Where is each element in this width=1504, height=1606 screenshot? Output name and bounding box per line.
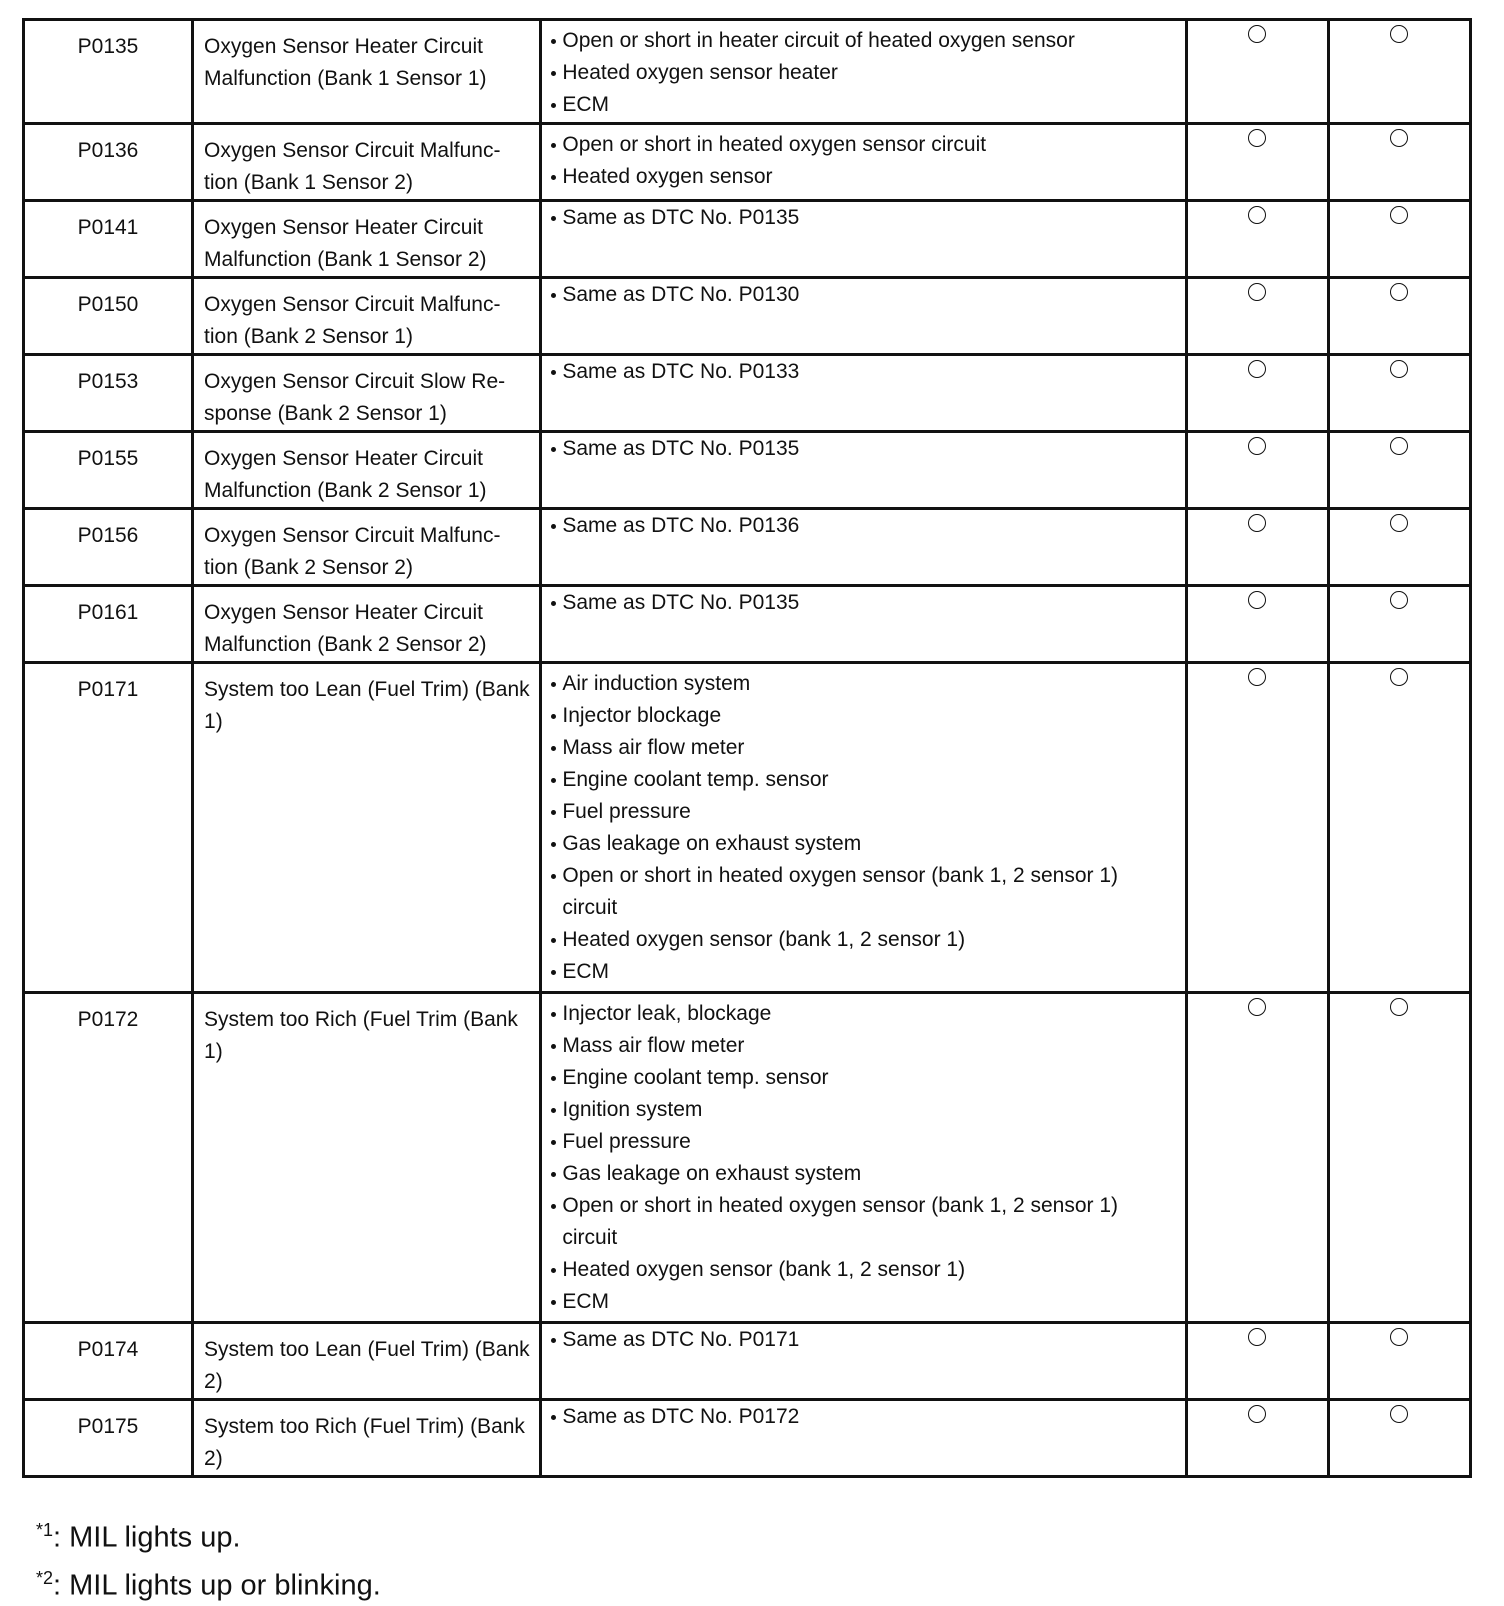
circle-icon xyxy=(1248,998,1266,1016)
list-item: Gas leakage on exhaust system xyxy=(550,1158,1178,1190)
indicator-cell xyxy=(1328,20,1470,124)
trouble-area-cell xyxy=(541,124,1186,201)
indicator-cell xyxy=(1186,20,1328,124)
trouble-area-cell xyxy=(541,663,1186,993)
indicator-cell xyxy=(1186,432,1328,509)
trouble-area-list xyxy=(550,1401,1178,1433)
dtc-table-body xyxy=(24,20,1471,1477)
dtc-table xyxy=(22,18,1472,1478)
circle-icon xyxy=(1248,283,1266,301)
detection-item-cell: System too Lean (Fuel Trim) (Bank 1) xyxy=(193,663,541,993)
detection-item-cell: System too Rich (Fuel Trim) (Bank 2) xyxy=(193,1400,541,1477)
circle-icon xyxy=(1248,360,1266,378)
circle-icon xyxy=(1390,668,1408,686)
table-row xyxy=(24,509,1471,586)
indicator-cell xyxy=(1186,355,1328,432)
trouble-area-cell xyxy=(541,201,1186,278)
indicator-cell xyxy=(1328,1400,1470,1477)
list-item: Heated oxygen sensor xyxy=(550,161,1178,193)
list-item: Same as DTC No. P0136 xyxy=(550,510,1178,542)
detection-item-cell: Oxygen Sensor Heater Circuit Malfunction (Bank 1 Sensor 2) xyxy=(193,201,541,278)
list-item: ECM xyxy=(550,1286,1178,1318)
trouble-area-cell xyxy=(541,1323,1186,1400)
indicator-cell xyxy=(1328,1323,1470,1400)
detection-item-cell: Oxygen Sensor Heater Circuit Malfunction (Bank 2 Sensor 2) xyxy=(193,586,541,663)
list-item: Fuel pressure xyxy=(550,1126,1178,1158)
indicator-cell xyxy=(1186,278,1328,355)
indicator-cell xyxy=(1328,586,1470,663)
indicator-cell xyxy=(1328,278,1470,355)
list-item: Mass air flow meter xyxy=(550,732,1178,764)
detection-item-cell: Oxygen Sensor Heater Circuit Malfunction (Bank 2 Sensor 1) xyxy=(193,432,541,509)
table-row xyxy=(24,432,1471,509)
footnote-mark: *2 xyxy=(36,1567,54,1588)
indicator-cell xyxy=(1328,509,1470,586)
circle-icon xyxy=(1390,998,1408,1016)
list-item: Engine coolant temp. sensor xyxy=(550,1062,1178,1094)
trouble-area-list xyxy=(550,129,1178,193)
dtc-code-cell: P0171 xyxy=(24,663,193,993)
list-item: Open or short in heated oxygen sensor (bank 1, 2 sensor 1) circuit xyxy=(550,1190,1178,1254)
dtc-code-cell: P0135 xyxy=(24,20,193,124)
trouble-area-cell xyxy=(541,509,1186,586)
dtc-code-cell: P0136 xyxy=(24,124,193,201)
trouble-area-list xyxy=(550,25,1178,121)
list-item: Ignition system xyxy=(550,1094,1178,1126)
indicator-cell xyxy=(1328,432,1470,509)
dtc-code-cell: P0174 xyxy=(24,1323,193,1400)
table-row xyxy=(24,278,1471,355)
list-item: Same as DTC No. P0135 xyxy=(550,433,1178,465)
circle-icon xyxy=(1390,591,1408,609)
indicator-cell xyxy=(1328,201,1470,278)
list-item: ECM xyxy=(550,89,1178,121)
circle-icon xyxy=(1390,25,1408,43)
list-item: Same as DTC No. P0172 xyxy=(550,1401,1178,1433)
detection-item-cell: Oxygen Sensor Circuit Malfunc-tion (Bank 1 Sensor 2) xyxy=(193,124,541,201)
circle-icon xyxy=(1248,668,1266,686)
list-item: Same as DTC No. P0135 xyxy=(550,202,1178,234)
list-item: Injector leak, blockage xyxy=(550,998,1178,1030)
detection-item-cell: Oxygen Sensor Circuit Malfunc-tion (Bank 2 Sensor 1) xyxy=(193,278,541,355)
table-row xyxy=(24,1323,1471,1400)
trouble-area-cell xyxy=(541,1400,1186,1477)
dtc-code-cell: P0175 xyxy=(24,1400,193,1477)
circle-icon xyxy=(1390,129,1408,147)
detection-item-cell: Oxygen Sensor Circuit Malfunc-tion (Bank 2 Sensor 2) xyxy=(193,509,541,586)
indicator-cell xyxy=(1328,124,1470,201)
trouble-area-cell xyxy=(541,993,1186,1323)
trouble-area-list xyxy=(550,668,1178,988)
circle-icon xyxy=(1248,25,1266,43)
indicator-cell xyxy=(1186,663,1328,993)
list-item: Open or short in heated oxygen sensor circuit xyxy=(550,129,1178,161)
footnote-text: : MIL lights up. xyxy=(53,1521,241,1554)
list-item: Engine coolant temp. sensor xyxy=(550,764,1178,796)
list-item: Same as DTC No. P0133 xyxy=(550,356,1178,388)
dtc-code-cell: P0141 xyxy=(24,201,193,278)
detection-item-cell: System too Lean (Fuel Trim) (Bank 2) xyxy=(193,1323,541,1400)
list-item: Heated oxygen sensor (bank 1, 2 sensor 1) xyxy=(550,924,1178,956)
trouble-area-list xyxy=(550,433,1178,465)
detection-item-cell: System too Rich (Fuel Trim (Bank 1) xyxy=(193,993,541,1323)
circle-icon xyxy=(1390,514,1408,532)
circle-icon xyxy=(1248,437,1266,455)
circle-icon xyxy=(1248,1328,1266,1346)
detection-item-cell: Oxygen Sensor Circuit Slow Re-sponse (Bank 2 Sensor 1) xyxy=(193,355,541,432)
table-row xyxy=(24,586,1471,663)
indicator-cell xyxy=(1328,663,1470,993)
indicator-cell xyxy=(1186,586,1328,663)
indicator-cell xyxy=(1328,355,1470,432)
circle-icon xyxy=(1390,206,1408,224)
list-item: Open or short in heater circuit of heated oxygen sensor xyxy=(550,25,1178,57)
list-item: Same as DTC No. P0130 xyxy=(550,279,1178,311)
indicator-cell xyxy=(1186,124,1328,201)
list-item: Fuel pressure xyxy=(550,796,1178,828)
circle-icon xyxy=(1248,514,1266,532)
indicator-cell xyxy=(1186,201,1328,278)
table-row xyxy=(24,993,1471,1323)
indicator-cell xyxy=(1186,509,1328,586)
indicator-cell xyxy=(1186,1400,1328,1477)
indicator-cell xyxy=(1328,993,1470,1323)
circle-icon xyxy=(1390,1328,1408,1346)
dtc-code-cell: P0161 xyxy=(24,586,193,663)
table-row xyxy=(24,663,1471,993)
list-item: Heated oxygen sensor (bank 1, 2 sensor 1) xyxy=(550,1254,1178,1286)
list-item: Injector blockage xyxy=(550,700,1178,732)
dtc-code-cell: P0172 xyxy=(24,993,193,1323)
footnote-2 xyxy=(36,1558,381,1606)
dtc-code-cell: P0153 xyxy=(24,355,193,432)
trouble-area-cell xyxy=(541,586,1186,663)
footnotes xyxy=(36,1510,381,1605)
circle-icon xyxy=(1248,206,1266,224)
circle-icon xyxy=(1390,283,1408,301)
footnote-mark: *1 xyxy=(36,1520,54,1540)
circle-icon xyxy=(1390,437,1408,455)
trouble-area-list xyxy=(550,202,1178,234)
footnote-text: : MIL lights up or blinking. xyxy=(53,1569,381,1602)
dtc-code-cell: P0155 xyxy=(24,432,193,509)
dtc-code-cell: P0156 xyxy=(24,509,193,586)
trouble-area-list xyxy=(550,356,1178,388)
table-row xyxy=(24,20,1471,124)
trouble-area-list xyxy=(550,279,1178,311)
list-item: Air induction system xyxy=(550,668,1178,700)
table-row xyxy=(24,355,1471,432)
trouble-area-cell xyxy=(541,278,1186,355)
list-item: Heated oxygen sensor heater xyxy=(550,57,1178,89)
circle-icon xyxy=(1248,1405,1266,1423)
dtc-code-cell: P0150 xyxy=(24,278,193,355)
table-row xyxy=(24,124,1471,201)
footnote-1 xyxy=(36,1510,381,1558)
indicator-cell xyxy=(1186,993,1328,1323)
list-item: Mass air flow meter xyxy=(550,1030,1178,1062)
table-row xyxy=(24,1400,1471,1477)
trouble-area-cell xyxy=(541,20,1186,124)
circle-icon xyxy=(1390,1405,1408,1423)
trouble-area-list xyxy=(550,1324,1178,1356)
circle-icon xyxy=(1248,591,1266,609)
table-row xyxy=(24,201,1471,278)
trouble-area-list xyxy=(550,510,1178,542)
list-item: Gas leakage on exhaust system xyxy=(550,828,1178,860)
indicator-cell xyxy=(1186,1323,1328,1400)
circle-icon xyxy=(1248,129,1266,147)
circle-icon xyxy=(1390,360,1408,378)
list-item: ECM xyxy=(550,956,1178,988)
list-item: Same as DTC No. P0171 xyxy=(550,1324,1178,1356)
trouble-area-list xyxy=(550,998,1178,1318)
trouble-area-cell xyxy=(541,355,1186,432)
list-item: Same as DTC No. P0135 xyxy=(550,587,1178,619)
trouble-area-cell xyxy=(541,432,1186,509)
detection-item-cell: Oxygen Sensor Heater Circuit Malfunction (Bank 1 Sensor 1) xyxy=(193,20,541,124)
list-item: Open or short in heated oxygen sensor (bank 1, 2 sensor 1) circuit xyxy=(550,860,1178,924)
trouble-area-list xyxy=(550,587,1178,619)
